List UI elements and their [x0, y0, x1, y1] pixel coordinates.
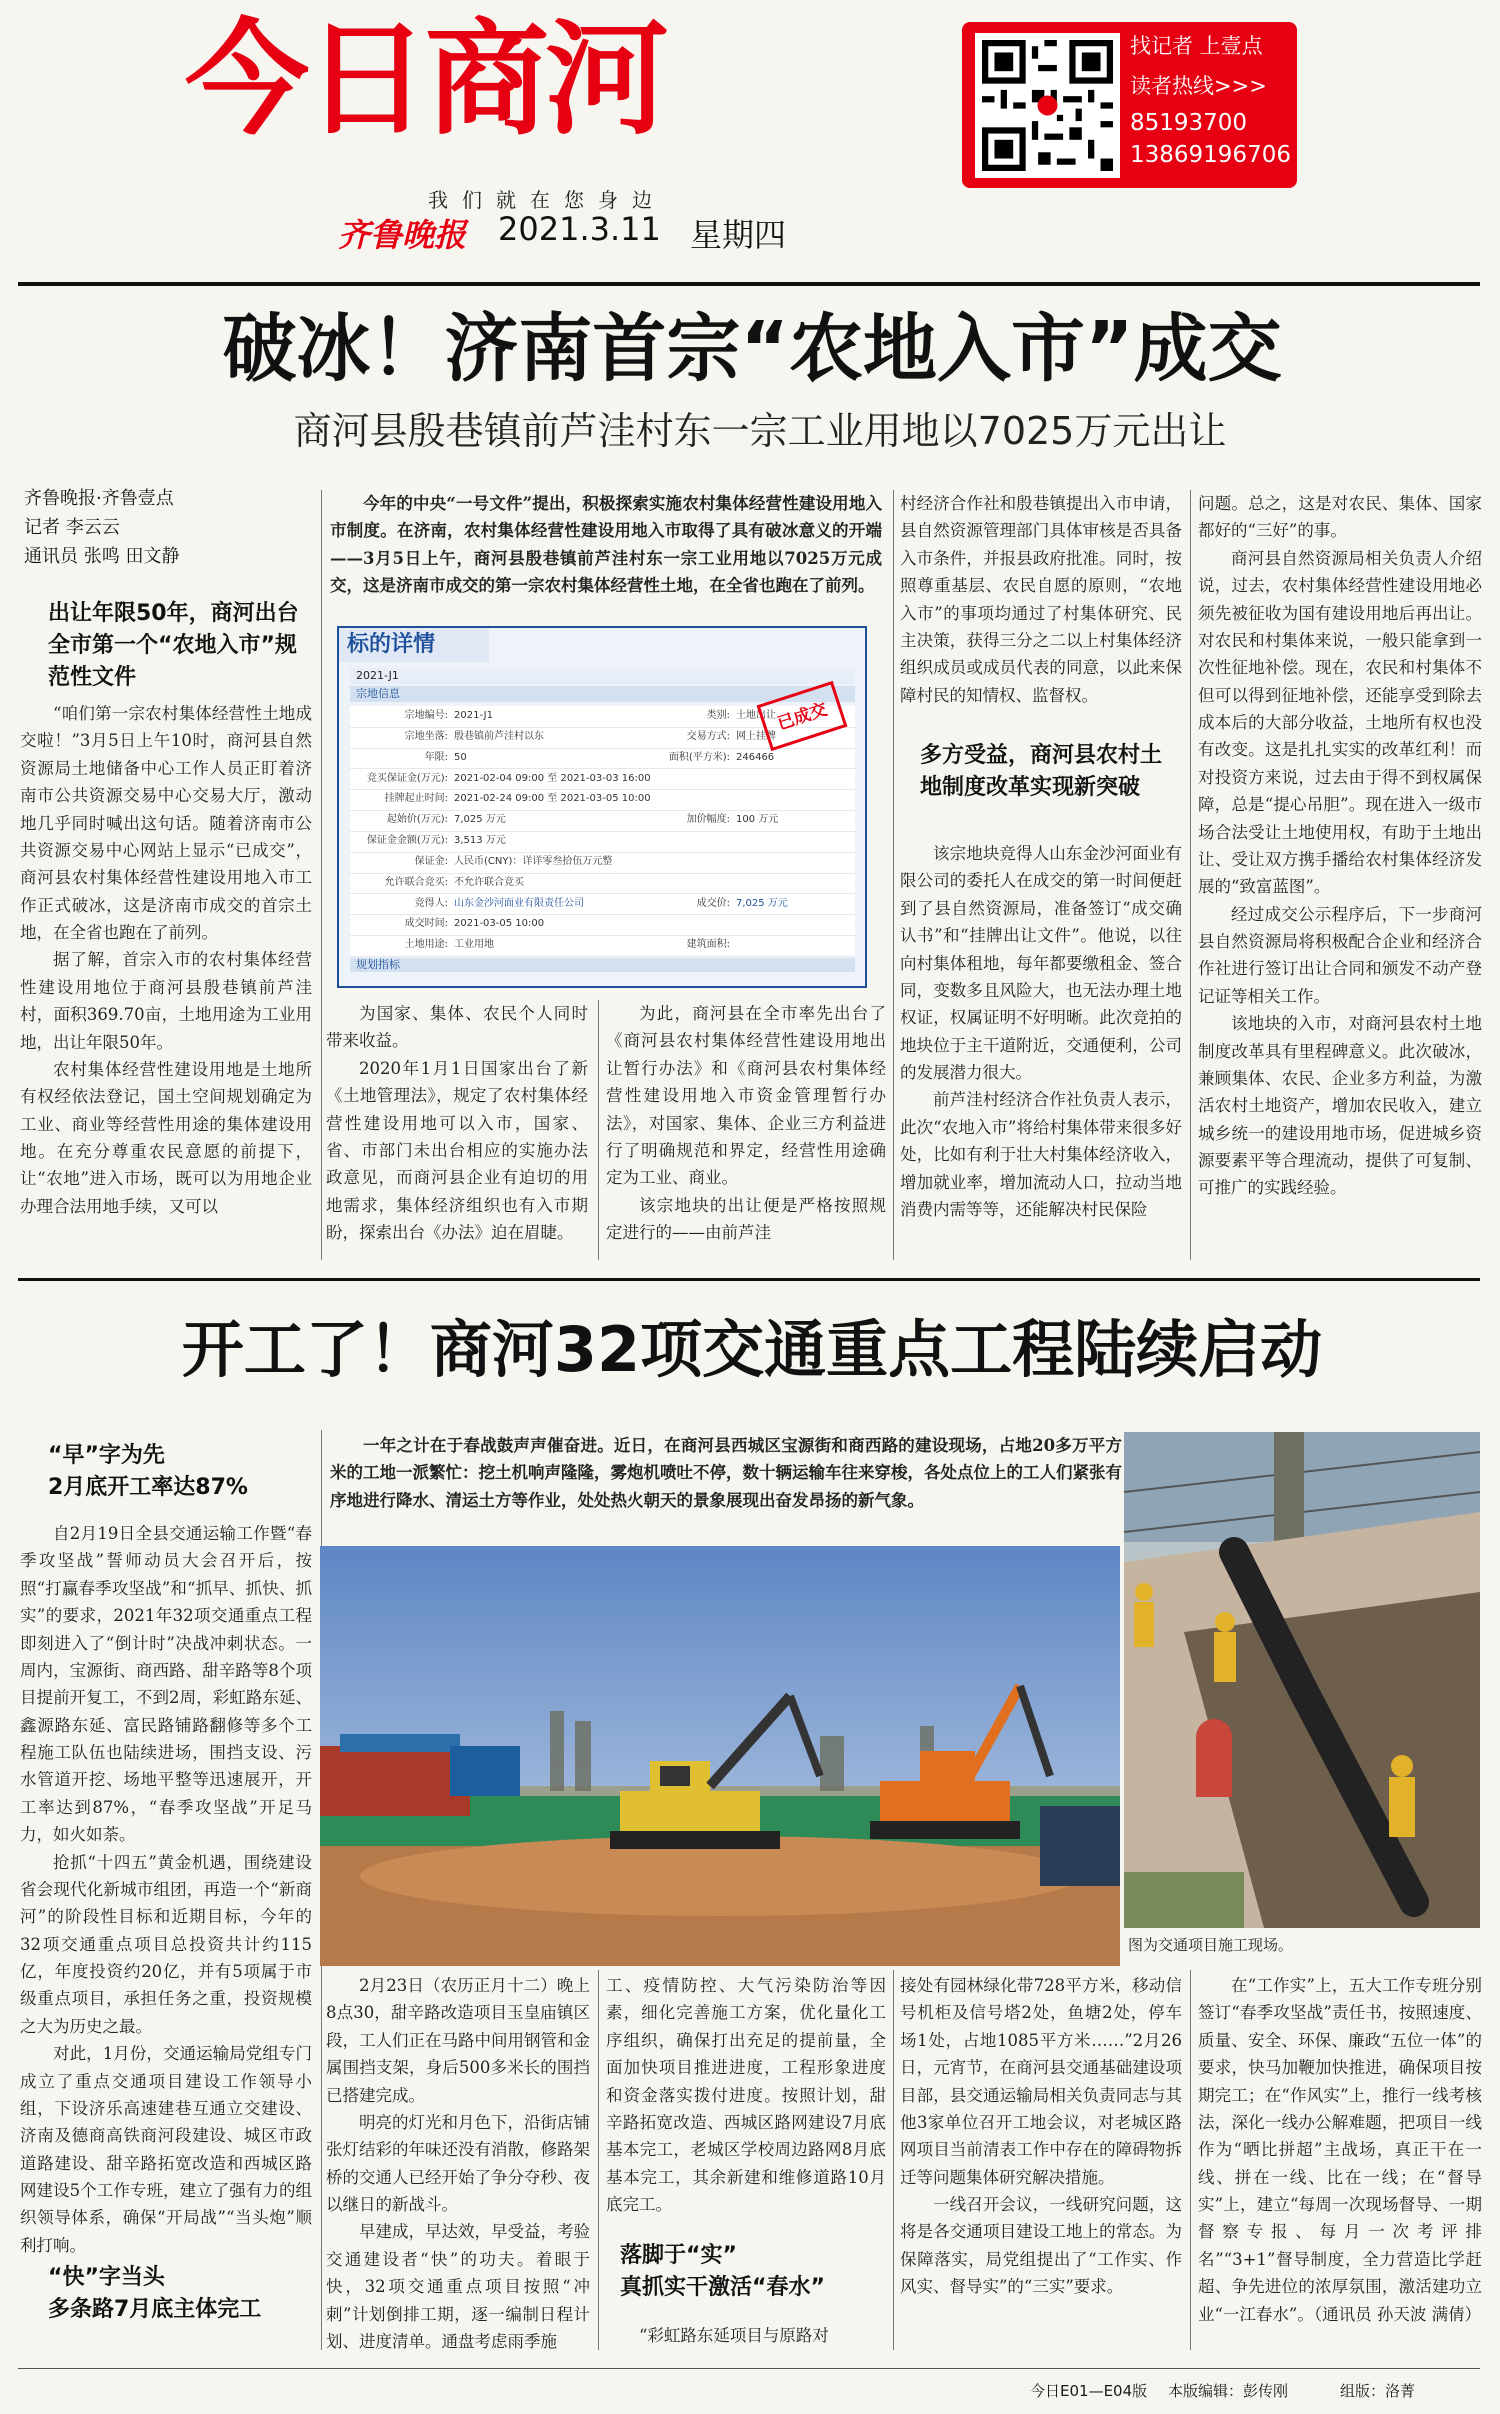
paragraph: 明亮的灯光和月色下，沿街店铺张灯结彩的年味还没有消散，修路架桥的交通人已经开始了争分夺秒、夜以继日的新战斗。: [326, 2112, 590, 2214]
screenshot-table-cell: 挂牌起止时间:: [384, 793, 448, 805]
screenshot-table-cell: 殷巷镇前芦洼村以东: [454, 730, 544, 742]
issue-date: 2021.3.11: [498, 210, 661, 248]
ad-line-hotline: 读者热线>>>: [1130, 74, 1267, 98]
screenshot-table-cell: 3,513 万元: [454, 835, 506, 846]
paragraph: 该宗地块竞得人山东金沙河面业有限公司的委托人在成交的第一时间便赶到了县自然资源局，准备签订“成交确认书”和“挂牌出让文件”。他说，以往向村集体租地，每年都要缴租金、签合同，变数多且风险大，也无法办理土地权证，权属证明不好明晰。此次竞拍的地块位于主干道附近，交通便利，公司的发展潜力很大。: [900, 844, 1182, 1082]
pipe-laying-photo: [1124, 1432, 1480, 1928]
article1-col1-title: 出让年限50年，商河出台全市第一个“农地入市”规范性文件: [48, 601, 299, 690]
column-divider: [598, 1970, 599, 2350]
pipe-trench-scene-icon: [1124, 1432, 1480, 1928]
screenshot-table-cell: 建筑面积:: [686, 939, 730, 951]
screenshot-table-cell: 交易方式:: [686, 730, 730, 742]
column-divider: [893, 1970, 894, 2350]
ad-phone-1[interactable]: 85193700: [1130, 110, 1248, 136]
paragraph: “彩虹路东延项目与原路对: [639, 2326, 829, 2345]
article1-col3-body: [606, 1000, 886, 1260]
screenshot-table-row: [350, 894, 855, 916]
column-divider: [598, 1000, 599, 1260]
screenshot-table-cell: 起始价(万元):: [386, 814, 448, 826]
screenshot-section: 宗地信息: [350, 686, 855, 702]
photo-caption: 图为交通项目施工现场。: [1128, 1936, 1294, 1954]
article1-byline: [24, 485, 314, 571]
screenshot-table-cell: 土地用途:: [404, 939, 448, 951]
screenshot-table-cell: 山东金沙河面业有限责任公司: [454, 897, 584, 909]
article1-subhead: 商河县殷巷镇前芦洼村东一宗工业用地以7025万元出让: [293, 409, 1227, 453]
screenshot-table-row: [350, 769, 855, 791]
article1-headline: 破冰！济南首宗“农地入市”成交: [222, 306, 1282, 392]
screenshot-table-cell: 宗地坐落:: [404, 730, 448, 742]
article1-col1-body: [20, 700, 312, 1260]
paragraph: 据了解，首宗入市的农村集体经营性建设用地位于商河县殷巷镇前芦洼村，面积369.70亩，土地用途为工业用地，出让年限50年。: [20, 950, 312, 1052]
paragraph: 该地块的入市，对商河县农村土地制度改革具有里程碑意义。此次破冰，兼顾集体、农民、企业多方利益，为激活农村土地资产，增加农民收入，建立城乡统一的建设用地市场，促进城乡资源要素平等合理流动，提供了可复制、可推广的实践经验。: [1198, 1014, 1482, 1198]
article1-col5-body: [1198, 490, 1482, 1260]
article2-col4-body: [900, 1972, 1182, 2348]
screenshot-table-cell: 竞买保证金(万元):: [366, 772, 448, 784]
screenshot-table-row: [350, 831, 855, 853]
screenshot-tab-title: 标的详情: [339, 628, 489, 662]
screenshot-table-cell: 保证金金额(万元):: [366, 835, 448, 846]
article2-col1-body: [20, 1520, 312, 2255]
screenshot-table-row: [350, 873, 855, 895]
masthead-rule: [18, 282, 1480, 286]
article2-col5-body: [1198, 1972, 1482, 2348]
section-divider: [18, 1278, 1480, 1281]
screenshot-table-cell: 网上挂牌: [736, 730, 776, 742]
screenshot-table-cell: 2021-02-04 09:00 至 2021-03-03 16:00: [454, 772, 651, 784]
screenshot-code: 2021-J1: [350, 668, 855, 684]
ad-line-reporter: 找记者 上壹点: [1130, 34, 1263, 58]
screenshot-table-cell: 允许联合竞买:: [384, 876, 448, 888]
construction-site-photo: [320, 1546, 1120, 1966]
screenshot-table-row: [350, 748, 855, 770]
footer-pages: 今日E01—E04版: [1030, 2382, 1148, 2400]
paragraph: 一年之计在于春战鼓声声催奋进。近日，在商河县西城区宝源街和商西路的建设现场，占地20多万平方米的工地一派繁忙：挖土机响声隆隆，雾炮机喷吐不停，数十辆运输车往来穿梭，各处点位上的工人们紧张有序地进行降水、清运土方等作业，处处热火朝天的景象展现出奋发昂扬的新气象。: [330, 1436, 1122, 1510]
footer-editor: 本版编辑：彭传刚: [1168, 2382, 1289, 2400]
screenshot-table-cell: 成交价:: [696, 897, 730, 909]
paragraph: 经过成交公示程序后，下一步商河县自然资源局将积极配合企业和经济合作社进行签订出让合同和颁发不动产登记证等相关工作。: [1198, 904, 1482, 1006]
byline-source: 齐鲁晚报·齐鲁壹点: [24, 488, 174, 509]
screenshot-table-cell: 不允许联合竞买: [454, 876, 524, 888]
paragraph: 2月23日（农历正月十二）晚上8点30，甜辛路改造项目玉皇庙镇区段，工人们正在马路中间用钢管和金属围挡支架，身后500多米长的围挡已搭建完成。: [326, 1976, 590, 2105]
screenshot-table-cell: 2021-03-05 10:00: [454, 918, 545, 930]
paragraph: 农村集体经营性建设用地是土地所有权经依法登记，国土空间规划确定为工业、商业等经营性用途的集体建设用地。在充分尊重农民意愿的前提下，让“农地”进入市场，既可以为用地企业办理合法用地手续，又可以: [20, 1059, 312, 1216]
screenshot-table-cell: 50: [454, 751, 467, 763]
issue-weekday: 星期四: [690, 216, 787, 254]
article2-col2-body: [326, 1972, 590, 2351]
paragraph: 今年的中央“一号文件”提出，积极探索实施农村集体经营性建设用地入市制度。在济南，农村集体经营性建设用地入市取得了具有破冰意义的开端——3月5日上午，商河县殷巷镇前芦洼村东一宗工业用地以7025万元成交，这是济南市成交的第一宗农村集体经营性土地，在全省也跑在了前列。: [330, 494, 882, 596]
screenshot-table-cell: 人民币(CNY)：详详零叁拾伍万元整: [454, 855, 613, 867]
screenshot-table-row: [350, 789, 855, 811]
paragraph: 一线召开会议，一线研究问题，这将是各交通项目建设工地上的常态。为保障落实，局党组提出了“工作实、作风实、督导实”的“三实”要求。: [900, 2195, 1182, 2297]
masthead-slogan: 我们就在您身边: [428, 188, 666, 212]
ad-phone-2[interactable]: 13869196706: [1130, 142, 1291, 168]
qr-code-icon[interactable]: [975, 33, 1120, 178]
paragraph: 前芦洼村经济合作社负责人表示，此次“农地入市”将给村集体带来很多好处，比如有利于壮大村集体经济收入，增加就业率，增加流动人口，拉动当地消费内需等等，还能解决村民保险: [900, 1090, 1182, 1219]
screenshot-table-cell: 保证金:: [414, 855, 448, 867]
screenshot-section-2: 规划指标: [350, 958, 855, 972]
screenshot-table-cell: 100 万元: [736, 814, 779, 826]
screenshot-table-cell: 成交时间:: [404, 918, 448, 930]
byline-reporter: 记者 李云云: [24, 516, 120, 538]
paragraph: 2020年1月1日国家出台了新《土地管理法》，规定了农村集体经营性建设用地可以入市，国家、省、市部门未出台相应的实施办法政意见，而商河县企业有迫切的用地需求，集体经济组织也有入市期盼，探索出台《办法》迫在眉睫。: [326, 1058, 588, 1242]
paragraph: 该宗地块的出让便是严格按照规定进行的——由前芦洼: [606, 1195, 886, 1242]
screenshot-table-cell: 2021-02-24 09:00 至 2021-03-05 10:00: [454, 793, 651, 805]
paragraph: 早建成，早达效，早受益，考验交通建设者“快”的功夫。着眼于快，32项交通重点项目按照“冲刺”计划倒排工期，逐一编制日程计划、进度清单。通盘考虑雨季施: [326, 2222, 590, 2351]
screenshot-table-cell: 7,025 万元: [736, 897, 788, 909]
paragraph: 在“工作实”上，五大工作专班分别签订“春季攻坚战”责任书，按照速度、质量、安全、环保、廉政“五位一体”的要求，快马加鞭加快推进，确保项目按期完工；在“作风实”上，推行一线考核法，深化一线办公解难题，把项目一线作为“晒比拼超”主战场，真正干在一线、拼在一线、比在一线；在“督导实”上，建立“每周一次现场督导、一期督察专报、每月一次考评排名”“3+1”督导制度，全力营造比学赶超、争先进位的浓厚氛围，激活建功立业“一江春水”。（通讯员 孙天波 满倩）: [1198, 1976, 1482, 2324]
article1-intro: [330, 490, 882, 616]
byline-correspondents: 通讯员 张鸣 田文静: [24, 545, 180, 567]
footer-proof: 组版：洛菁: [1340, 2382, 1416, 2400]
article1-col4-title: 多方受益，商河县农村土地制度改革实现新突破: [920, 743, 1163, 800]
screenshot-table-row: [350, 914, 855, 936]
screenshot-table-row: [350, 852, 855, 874]
paragraph: 接处有园林绿化带728平方米，移动信号机柜及信号塔2处，鱼塘2处，停车场1处，占地1085平方米……”2月26日，元宵节，在商河县交通基础建设项目部，县交通运输局相关负责同志与其他3家单位召开工地会议，对老城区路网项目当前清表工作中存在的障碍物拆迁等问题集体研究解决措施。: [900, 1976, 1182, 2187]
paragraph: 工、疫情防控、大气污染防治等因素，细化完善施工方案，优化量化工序组织，确保打出充足的提前量，全面加快项目推进进度，工程形象进度和资金落实拨付进度。按照计划，甜辛路拓宽改造、西城区路网建设7月底基本完工，老城区学校周边路网8月底基本完工，其余新建和维修道路10月底完工。: [606, 1976, 886, 2214]
paragraph: 抢抓“十四五”黄金机遇，围绕建设省会现代化新城市组团，再造一个“新商河”的阶段性目标和近期目标，今年的32项交通重点项目总投资共计约115亿，年度投资约20亿，并有5项属于市级重点项目，承担任务之重，投资规模之大为历史之最。: [20, 1852, 312, 2036]
screenshot-table-cell: 宗地编号:: [404, 710, 448, 721]
column-divider: [893, 490, 894, 1260]
paragraph: 问题。总之，这是对农民、集体、国家都好的“三好”的事。: [1198, 494, 1482, 541]
article2-col1-title: “早”字为先 2月底开工率达87%: [48, 1443, 248, 1500]
screenshot-table-cell: 2021-J1: [454, 710, 493, 721]
article1-col4-body: [900, 490, 1182, 720]
screenshot-table-cell: 246466: [736, 751, 775, 763]
screenshot-table-cell: 面积(平方米):: [668, 751, 730, 763]
paragraph: 村经济合作社和殷巷镇提出入市申请，县自然资源管理部门具体审核是否具备入市条件，并报县政府批准。同时，按照尊重基层、农民自愿的原则，“农地入市”的事项均通过了村集体研究、民主决策，获得三分之二以上村集体经济组织成员或成员代表的同意，以此来保障村民的知情权、监督权。: [900, 494, 1182, 705]
masthead-title: 今日商河: [185, 8, 666, 152]
article2-intro: [330, 1432, 1122, 1542]
article2-col3-body: [606, 1972, 886, 2214]
article2-col1-title2: “快”字当头 多条路7月底主体完工: [48, 2265, 262, 2322]
article2-col3-body2: [606, 2322, 886, 2350]
paragraph: 自2月19日全县交通运输工作暨“春季攻坚战”誓师动员大会召开后，按照“打赢春季攻坚战”和“抓早、抓快、抓实”的要求，2021年32项交通重点工程即刻进入了“倒计时”决战冲刺状态。一周内，宝源街、商西路、甜辛路等8个项目提前开复工，不到2周，彩虹路东延、鑫源路东延、富民路铺路翻修等多个工程施工队伍也陆续进场，围挡支设、污水管道开挖、场地平整等迅速展开，开工率达到87%，“春季攻坚战”开足马力，如火如荼。: [20, 1524, 312, 1845]
column-divider: [1190, 1970, 1191, 2350]
column-divider: [321, 490, 322, 1260]
screenshot-table-cell: 类别:: [706, 710, 730, 721]
article1-col2-body: [326, 1000, 588, 1260]
article1-col4-body2: [900, 840, 1182, 1260]
paragraph: 商河县自然资源局相关负责人介绍说，过去，农村集体经营性建设用地必须先被征收为国有建设用地后再出让。对农民和村集体来说，一般只能拿到一次性征地补偿。现在，农民和村集体不但可以得到征地补偿，还能享受到除去成本后的大部分收益，土地所有权也没有改变。这是扎扎实实的改革红利！而对投资方来说，过去由于得不到权属保障，总是“提心吊胆”。现在进入一级市场合法受让土地使用权，有助于土地出让、受让双方携手播给农村集体经济发展的“致富蓝图”。: [1198, 548, 1482, 897]
screenshot-table-cell: 加价幅度:: [686, 814, 730, 826]
paragraph: 为此，商河县在全市率先出台了《商河县农村集体经营性建设用地出让暂行办法》和《商河县农村集体经营性建设用地入市资金管理暂行办法》，对国家、集体、企业三方利益进行了明确规范和界定，经营性用途确定为工业、商业。: [606, 1004, 886, 1188]
excavator-scene-icon: [320, 1546, 1120, 1966]
article2-col3-title: 落脚于“实” 真抓实干激活“春水”: [620, 2243, 825, 2300]
footer-rule: [18, 2368, 1480, 2369]
screenshot-table-row: [350, 935, 855, 957]
screenshot-table-cell: 7,025 万元: [454, 814, 506, 826]
paragraph: 为国家、集体、农民个人同时带来收益。: [326, 1004, 588, 1051]
screenshot-table-cell: 竞得人:: [414, 897, 448, 909]
paragraph: “咱们第一宗农村集体经营性土地成交啦！”3月5日上午10时，商河县自然资源局土地储备中心工作人员正盯着济南市公共资源交易中心交易大厅，激动地几乎同时喊出这句话。随着济南市公共资源交易中心网站上显示“已成交”，商河县农村集体经营性建设用地入市工作正式破冰，这是济南市成交的首宗土地，在全省也跑在了前列。: [20, 704, 312, 942]
column-divider: [1190, 490, 1191, 1260]
screenshot-table-cell: 土地出让: [736, 710, 776, 721]
paragraph: 对此，1月份，交通运输局党组专门成立了重点交通项目建设工作领导小组，下设济乐高速建巷互通立交建设、济南及德商高铁商河段建设、城区市政道路建设、甜辛路拓宽改造和西城区路网建设5个工作专班，建立了强有力的组织领导体系，确保“开局战”“当头炮”顺利打响。: [20, 2044, 312, 2255]
screenshot-table-row: [350, 810, 855, 832]
article2-headline: 开工了！商河32项交通重点工程陆续启动: [181, 1313, 1323, 1386]
brand-logo: 齐鲁晚报: [338, 216, 467, 254]
screenshot-table-cell: 工业用地: [454, 939, 494, 951]
sold-stamp: 已成交: [757, 681, 848, 751]
screenshot-table-cell: 年限:: [424, 751, 448, 763]
